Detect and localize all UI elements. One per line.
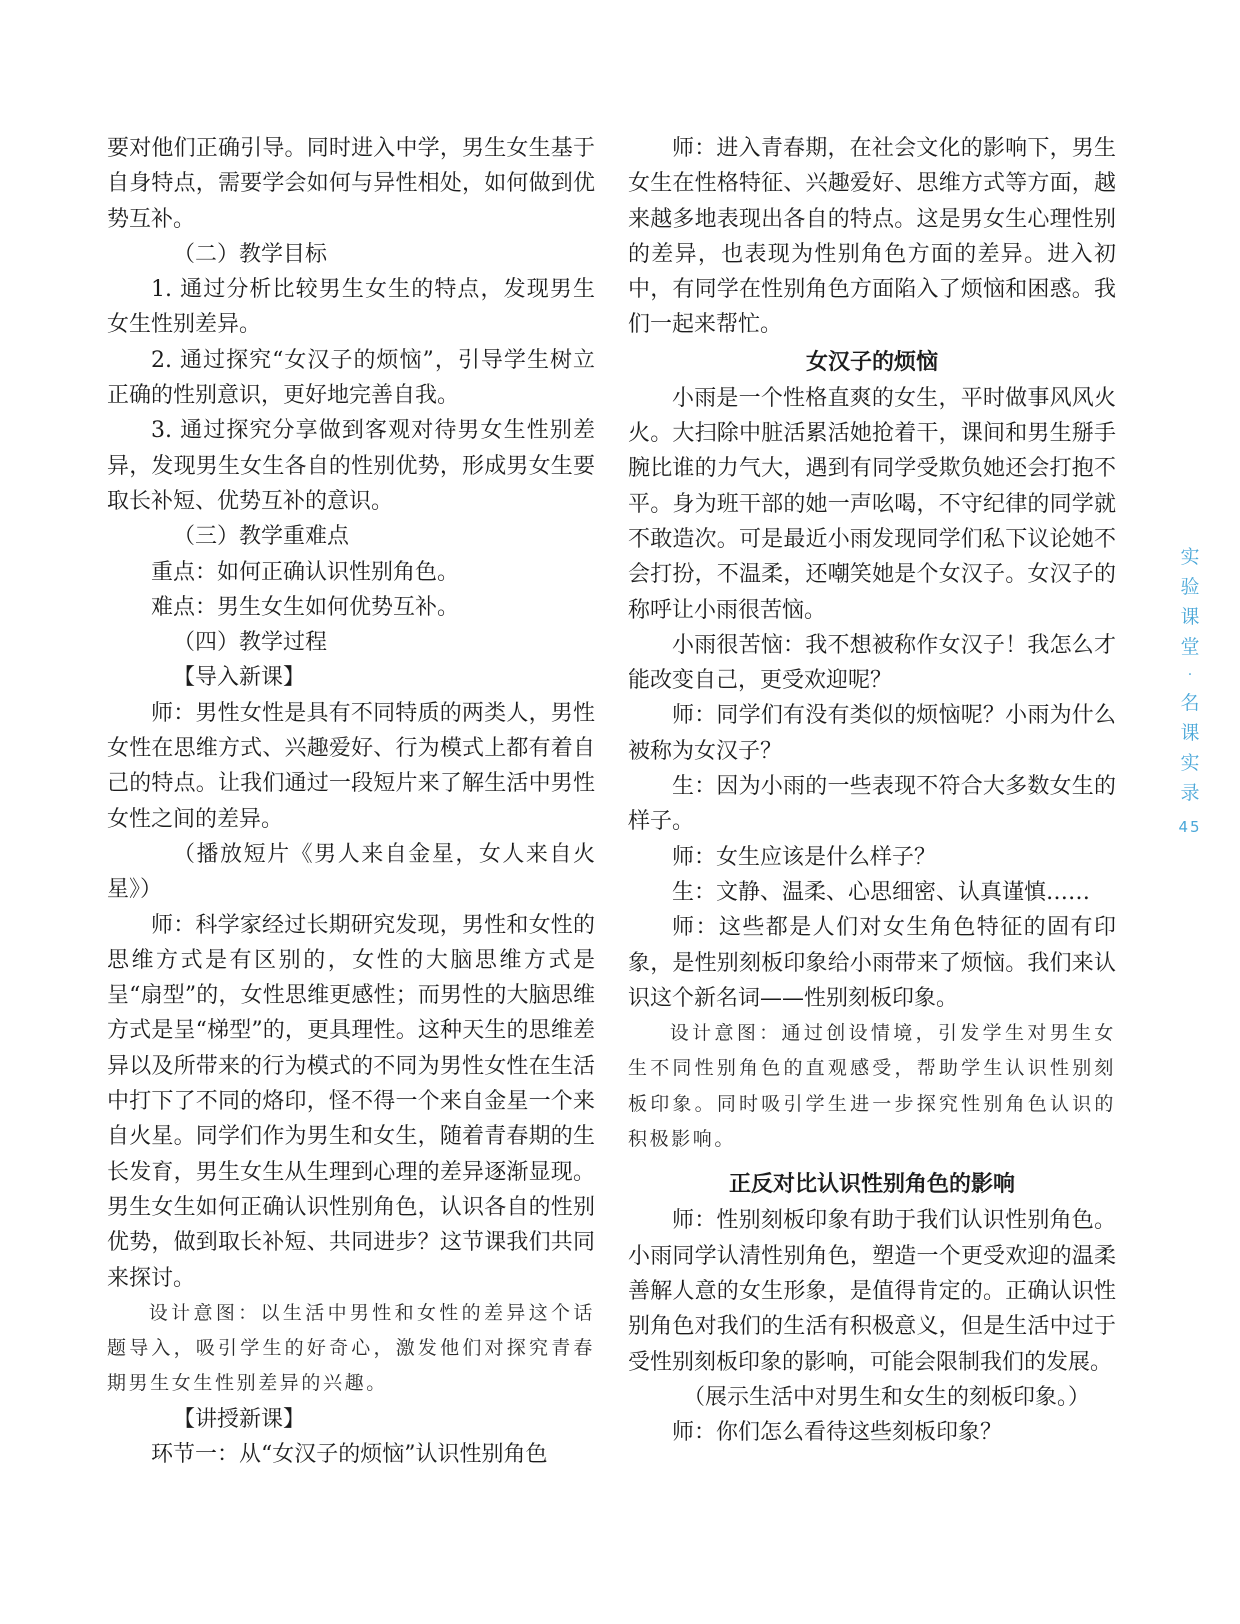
- paragraph: 生：文静、温柔、心思细密、认真谨慎……: [672, 879, 1091, 905]
- paragraph: （三）教学重难点: [173, 524, 350, 550]
- paragraph: 3. 通过探究分享做到客观对待男女生性别差异，发现男生女生各自的性别优势，形成男女生要取长补短、优势互补的意识。: [107, 418, 595, 514]
- left-column: [107, 131, 595, 1472]
- paragraph: 师：这些都是人们对女生角色特征的固有印象，是性别刻板印象给小雨带来了烦恼。我们来认识这个新名词——性别刻板印象。: [628, 915, 1116, 1011]
- sidebar-char: 课: [1180, 722, 1200, 744]
- design-intent-note: 设计意图：通过创设情境，引发学生对男生女生不同性别角色的直观感受，帮助学生认识性别刻板印象。同时吸引学生进一步探究性别角色认识的积极影响。: [628, 1022, 1116, 1151]
- paragraph: 师：男性女性是具有不同特质的两类人，男性女性在思维方式、兴趣爱好、行为模式上都有着自己的特点。让我们通过一段短片来了解生活中男性女性之间的差异。: [107, 700, 595, 832]
- section-heading: 女汉子的烦恼: [805, 348, 938, 375]
- paragraph: 小雨很苦恼：我不想被称作女汉子！我怎么才能改变自己，更受欢迎呢？: [628, 632, 1116, 694]
- paragraph: 生：因为小雨的一些表现不符合大多数女生的样子。: [628, 774, 1116, 835]
- sidebar-char: ·: [1187, 667, 1193, 683]
- paragraph: 要对他们正确引导。同时进入中学，男生女生基于自身特点，需要学会如何与异性相处，如何做到优势互补。: [107, 136, 595, 232]
- paragraph: 师：进入青春期，在社会文化的影响下，男生女生在性格特征、兴趣爱好、思维方式等方面，越来越多地表现出各自的特点。这是男女生心理性别的差异，也表现为性别角色方面的差异。进入初中，有同学在性别角色方面陷入了烦恼和困惑。我们一起来帮忙。: [628, 136, 1116, 338]
- paragraph: （二）教学目标: [173, 241, 328, 267]
- paragraph: 师：你们怎么看待这些刻板印象？: [672, 1420, 1003, 1446]
- paragraph: 师：女生应该是什么样子？: [672, 844, 937, 870]
- paragraph: 重点：如何正确认识性别角色。: [151, 559, 460, 585]
- sidebar-char: 实: [1180, 546, 1200, 568]
- sidebar-char: 堂: [1180, 636, 1200, 658]
- paragraph: 【导入新课】: [173, 665, 306, 691]
- paragraph: 2. 通过探究“女汉子的烦恼”，引导学生树立正确的性别意识，更好地完善自我。: [107, 347, 595, 409]
- design-intent-note: 设计意图：以生活中男性和女性的差异这个话题导入，吸引学生的好奇心，激发他们对探究青春期男生女生性别差异的兴趣。: [107, 1301, 595, 1395]
- section-heading: 正反对比认识性别角色的影响: [728, 1171, 1015, 1198]
- paragraph: 【讲授新课】: [173, 1406, 306, 1432]
- sidebar-char: 验: [1180, 576, 1200, 598]
- page-number: 45: [1178, 818, 1202, 836]
- paragraph: （播放短片《男人来自金星，女人来自火星》）: [107, 841, 595, 903]
- paragraph: 师：同学们有没有类似的烦恼呢？小雨为什么被称为女汉子？: [628, 703, 1116, 764]
- sidebar-char: 课: [1180, 606, 1200, 628]
- paragraph: 小雨是一个性格直爽的女生，平时做事风风火火。大扫除中脏活累活她抢着干，课间和男生掰手腕比谁的力气大，遇到有同学受欺负她还会打抱不平。身为班干部的她一声吆喝，不守纪律的同学就不敢造次。可是最近小雨发现同学们私下议论她不会打扮，不温柔，还嘲笑她是个女汉子。女汉子的称呼让小雨很苦恼。: [628, 385, 1116, 623]
- section-sidebar: [1176, 542, 1204, 840]
- paragraph: 师：科学家经过长期研究发现，男性和女性的思维方式是有区别的，女性的大脑思维方式是呈“扇型”的，女性思维更感性；而男性的大脑思维方式是呈“梯型”的，更具理性。这种天生的思维差异以及所带来的行为模式的不同为男性女性在生活中打下了不同的烙印，怪不得一个来自金星一个来自火星。同学们作为男生和女生，随着青春期的生长发育，男生女生从生理到心理的差异逐渐显现。男生女生如何正确认识性别角色，认识各自的性别优势，做到取长补短、共同进步？这节课我们共同来探讨。: [107, 912, 595, 1291]
- paragraph: 1. 通过分析比较男生女生的特点，发现男生女生性别差异。: [107, 277, 595, 338]
- paragraph: 环节一：从“女汉子的烦恼”认识性别角色: [151, 1441, 548, 1467]
- paragraph: 师：性别刻板印象有助于我们认识性别角色。小雨同学认清性别角色，塑造一个更受欢迎的温柔善解人意的女生形象，是值得肯定的。正确认识性别角色对我们的生活有积极意义，但是生活中过于受性别刻板印象的影响，可能会限制我们的发展。: [628, 1208, 1116, 1375]
- paragraph: （四）教学过程: [173, 630, 328, 656]
- paragraph: 难点：男生女生如何优势互补。: [151, 594, 460, 620]
- sidebar-char: 名: [1180, 692, 1200, 714]
- right-column: [628, 131, 1116, 1450]
- sidebar-char: 实: [1180, 752, 1200, 774]
- sidebar-char: 录: [1180, 782, 1200, 804]
- paragraph: （展示生活中对男生和女生的刻板印象。）: [683, 1384, 1091, 1410]
